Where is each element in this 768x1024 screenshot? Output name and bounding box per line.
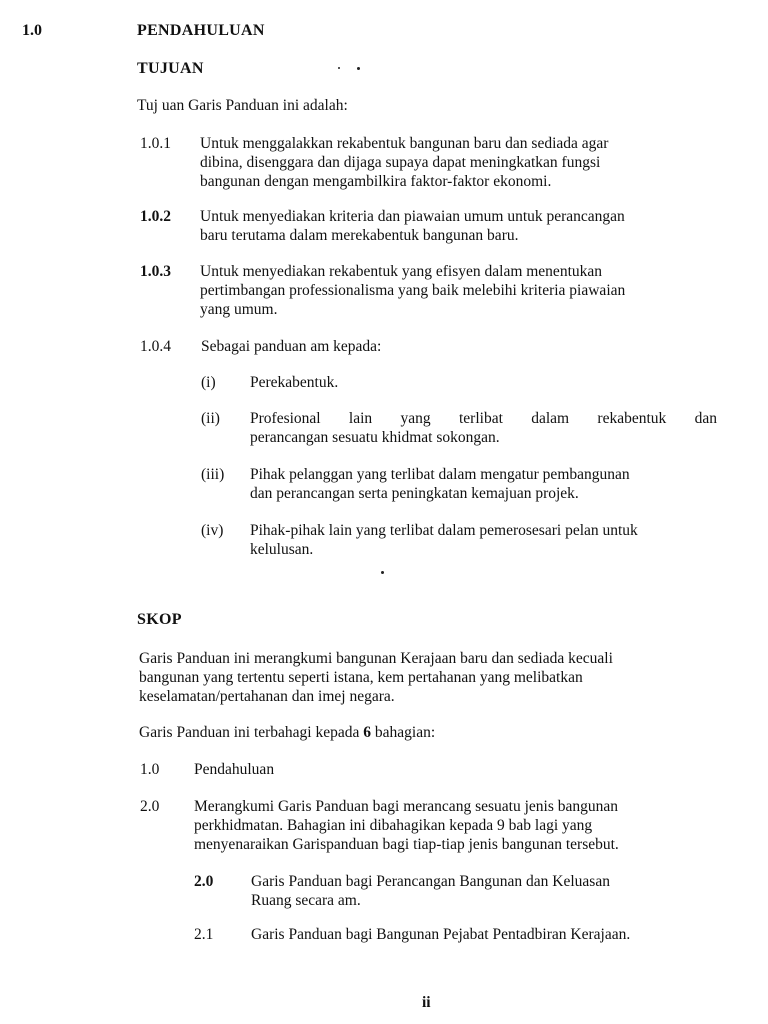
subitem-number: (i) [201, 374, 216, 391]
section-title: PENDAHULUAN [137, 22, 265, 39]
scan-speck [357, 67, 360, 70]
tujuan-heading: TUJUAN [137, 60, 204, 77]
subitem-line: Perekabentuk. [250, 374, 339, 391]
subitem-line: perancangan sesuatu khidmat sokongan. [250, 429, 500, 446]
part-line: perkhidmatan. Bahagian ini dibahagikan kepada 9 bab lagi yang [194, 817, 593, 834]
skop-heading: SKOP [137, 611, 182, 628]
skop-parts-intro: Garis Panduan ini terbahagi kepada 6 bahagian: [139, 724, 436, 741]
item-line: Untuk menyediakan kriteria dan piawaian umum untuk perancangan [200, 208, 625, 225]
subitem-line: dan perancangan serta peningkatan kemajuan projek. [250, 485, 579, 502]
item-number: 1.0.2 [140, 208, 171, 225]
subpart-line: Ruang secara am. [251, 892, 361, 909]
item-number: 1.0.3 [140, 263, 171, 280]
page-number: ii [422, 994, 431, 1011]
item-line: pertimbangan professionalisma yang baik melebihi kriteria piawaian [200, 282, 626, 299]
subpart-line: Garis Panduan bagi Bangunan Pejabat Pentadbiran Kerajaan. [251, 926, 631, 943]
subitem-number: (iii) [201, 466, 225, 483]
part-line: menyenaraikan Garispanduan bagi tiap-tiap jenis bangunan tersebut. [194, 836, 619, 853]
subitem-line: kelulusan. [250, 541, 314, 558]
item-line: Sebagai panduan am kepada: [201, 338, 382, 355]
item-number: 1.0.1 [140, 135, 171, 152]
part-number: 1.0 [140, 761, 160, 778]
section-number: 1.0 [22, 22, 42, 39]
part-line: Merangkumi Garis Panduan bagi merancang sesuatu jenis bangunan [194, 798, 618, 815]
subpart-number: 2.0 [194, 873, 214, 890]
subitem-line: Profesional lain yang terlibat dalam rekabentuk dan [250, 410, 717, 427]
subitem-line: Pihak pelanggan yang terlibat dalam mengatur pembangunan [250, 466, 630, 483]
item-line: yang umum. [200, 301, 278, 318]
subitem-number: (iv) [201, 522, 224, 539]
skop-para-line: keselamatan/pertahanan dan imej negara. [139, 688, 395, 705]
item-line: baru terutama dalam merekabentuk bangunan baru. [200, 227, 519, 244]
item-line: Untuk menyediakan rekabentuk yang efisyen dalam menentukan [200, 263, 603, 280]
item-line: dibina, disenggara dan dijaga supaya dapat meningkatkan fungsi [200, 154, 601, 171]
part-number: 2.0 [140, 798, 160, 815]
subitem-line: Pihak-pihak lain yang terlibat dalam pemerosesari pelan untuk [250, 522, 638, 539]
item-line: bangunan dengan mengambilkira faktor-faktor ekonomi. [200, 173, 552, 190]
item-number: 1.0.4 [140, 338, 171, 355]
skop-para-line: Garis Panduan ini merangkumi bangunan Kerajaan baru dan sediada kecuali [139, 650, 613, 667]
tujuan-intro: Tuj uan Garis Panduan ini adalah: [137, 97, 348, 114]
part-line: Pendahuluan [194, 761, 275, 778]
item-line: Untuk menggalakkan rekabentuk bangunan baru dan sediada agar [200, 135, 609, 152]
subitem-number: (ii) [201, 410, 220, 427]
subpart-line: Garis Panduan bagi Perancangan Bangunan dan Keluasan [251, 873, 610, 890]
skop-para-line: bangunan yang tertentu seperti istana, kem pertahanan yang melibatkan [139, 669, 583, 686]
scan-speck [381, 571, 384, 574]
subpart-number: 2.1 [194, 926, 214, 943]
scan-speck [338, 67, 340, 69]
